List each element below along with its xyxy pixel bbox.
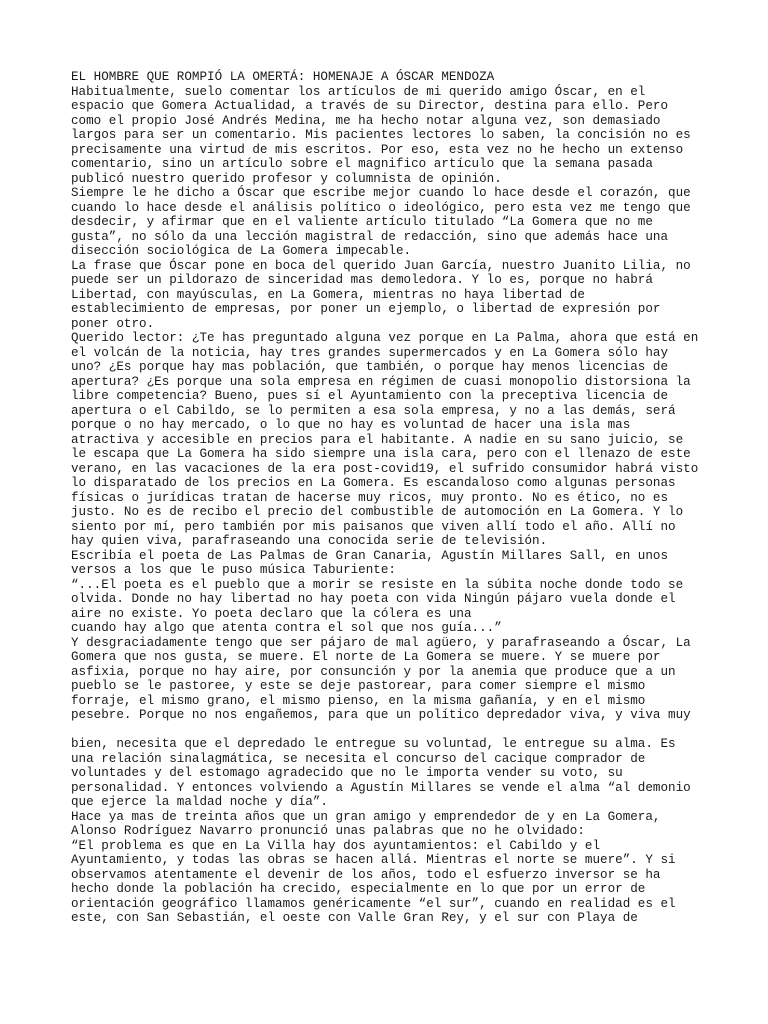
text-line: como el propio José Andrés Medina, me ha hecho notar alguna vez, son demasiado <box>71 113 661 128</box>
text-line: aire no existe. Yo poeta declaro que la cólera es una <box>71 606 472 621</box>
text-line: “El problema es que en La Villa hay dos ayuntamientos: el Cabildo y el <box>71 838 601 853</box>
text-line: atractiva y accesible en precios para el habitante. A nadie en su sano juicio, se <box>71 432 684 447</box>
text-line: Escribía el poeta de Las Palmas de Gran Canaria, Agustín Millares Sall, en unos <box>71 548 669 563</box>
text-line: le escapa que La Gomera ha sido siempre una isla cara, pero con el llenazo de este <box>71 447 691 461</box>
text-line: olvida. Donde no hay libertad no hay poeta con vida Ningún pájaro vuela donde el <box>71 592 676 606</box>
text-line: Alonso Rodríguez Navarro pronunció unas palabras que no he olvidado: <box>71 824 585 838</box>
text-line: este, con San Sebastián, el oeste con Valle Gran Rey, y el sur con Playa de <box>71 911 638 925</box>
text-line: Y desgraciadamente tengo que ser pájaro de mal agüero, y parafraseando a Óscar, La <box>71 635 691 650</box>
text-line: disección sociológica de La Gomera impecable. <box>71 244 412 258</box>
text-line: cuando hay algo que atenta contra el sol que nos guía...” <box>71 621 502 635</box>
text-line: forraje, el mismo grano, el mismo pienso, en la misma gañanía, y en el mismo <box>71 693 646 708</box>
text-line: Gomera que nos gusta, se muere. El norte de La Gomera se muere. Y se muere por <box>71 650 661 664</box>
text-line: pesebre. Porque no nos engañemos, para que un político depredador viva, y viva muy <box>71 708 691 722</box>
text-line: puede ser un pildorazo de sinceridad mas demoledora. Y lo es, porque no habrá <box>71 273 653 287</box>
document-body-part1 <box>71 70 711 723</box>
text-line: precisamente una virtud de mis escritos. Por eso, esta vez no he hecho un extenso <box>71 142 684 157</box>
text-line: verano, en las vacaciones de la era post-covid19, el sufrido consumidor habrá visto <box>71 461 699 476</box>
text-line: La frase que Óscar pone en boca del querido Juan García, nuestro Juanito Lilia, no <box>71 258 691 273</box>
text-line: apertura? ¿Es porque una sola empresa en régimen de cuasi monopolio distorsiona la <box>71 374 691 389</box>
text-line: físicas o jurídicas tratan de hacerse muy ricos, muy pronto. No es ético, no es <box>71 490 669 505</box>
text-line: uno? ¿Es porque hay mas población, que también, o porque hay menos licencias de <box>71 360 669 374</box>
text-line: Ayuntamiento, y todas las obras se hacen allá. Mientras el norte se muere”. Y si <box>71 853 676 867</box>
text-line: desdecir, y afirmar que en el valiente artículo titulado “La Gomera que no me <box>71 215 653 229</box>
text-line: hay quien viva, parafraseando una conocida serie de televisión. <box>71 534 548 548</box>
text-line: voluntades y del estomago agradecido que no le importa vender su voto, su <box>71 766 623 780</box>
text-line: largos para ser un comentario. Mis pacientes lectores lo saben, la concisión no es <box>71 128 691 142</box>
text-line: lo disparatado de los precios en La Gomera. Es escandaloso como algunas personas <box>71 476 676 490</box>
text-line: Habitualmente, suelo comentar los artículos de mi querido amigo Óscar, en el <box>71 84 646 99</box>
text-line: pueblo se le pastoree, y este se deje pastorear, para comer siempre el mismo <box>71 679 646 693</box>
text-line: poner otro. <box>71 316 155 331</box>
text-line: Querido lector: ¿Te has preguntado alguna vez porque en La Palma, ahora que está en <box>71 331 699 345</box>
text-line: Libertad, con mayúsculas, en La Gomera, mientras no haya libertad de <box>71 287 585 302</box>
text-line: siento por mí, pero también por mis paisanos que viven allí todo el año. Allí no <box>71 519 676 534</box>
text-line: versos a los que le puso música Taburiente: <box>71 563 396 577</box>
text-line: porque o no hay mercado, o lo que no hay es voluntad de hacer una isla mas <box>71 418 631 432</box>
text-line: Hace ya mas de treinta años que un gran amigo y emprendedor de y en La Gomera, <box>71 809 661 824</box>
text-line: cuando lo hace desde el análisis político o ideológico, pero esta vez me tengo que <box>71 200 691 215</box>
text-line: que ejerce la maldad noche y día”. <box>71 795 328 809</box>
text-line: libre competencia? Bueno, pues sí el Ayuntamiento con la preceptiva licencia de <box>71 389 669 403</box>
text-line: espacio que Gomera Actualidad, a través de su Director, destina para ello. Pero <box>71 99 669 113</box>
paragraph-gap <box>71 723 711 738</box>
text-line: apertura o el Cabildo, se lo permiten a esa sola empresa, y no a las demás, será <box>71 403 676 418</box>
text-line: una relación sinalagmática, se necesita el concurso del cacique comprador de <box>71 751 646 766</box>
document-title: EL HOMBRE QUE ROMPIÓ LA OMERTÁ: HOMENAJE A ÓSCAR MENDOZA <box>71 70 495 84</box>
text-line: publicó nuestro querido profesor y columnista de opinión. <box>71 171 502 186</box>
text-line: observamos atentamente el devenir de los años, todo el esfuerzo inversor se ha <box>71 867 661 882</box>
document-body-part2 <box>71 737 711 926</box>
text-line: comentario, sino un artículo sobre el magnifico artículo que la semana pasada <box>71 157 653 171</box>
text-line: establecimiento de empresas, por poner un ejemplo, o libertad de expresión por <box>71 302 661 316</box>
text-line: bien, necesita que el depredado le entregue su voluntad, le entregue su alma. Es <box>71 737 676 751</box>
text-line: hecho donde la población ha crecido, especialmente en lo que por un error de <box>71 882 646 896</box>
text-line: Siempre le he dicho a Óscar que escribe mejor cuando lo hace desde el corazón, que <box>71 186 691 200</box>
text-line: el volcán de la noticia, hay tres grandes supermercados y en La Gomera sólo hay <box>71 345 669 360</box>
text-line: “...El poeta es el pueblo que a morir se resiste en la súbita noche donde todo se <box>71 577 684 592</box>
text-line: orientación geográfico llamamos genéricamente “el sur”, cuando en realidad es el <box>71 896 676 911</box>
text-line: asfixia, porque no hay aire, por consunción y por la anemia que produce que a un <box>71 664 676 679</box>
text-line: gusta”, no sólo da una lección magistral de redacción, sino que además hace una <box>71 229 669 244</box>
text-line: justo. No es de recibo el precio del combustible de automoción en La Gomera. Y lo <box>71 505 684 519</box>
text-line: personalidad. Y entonces volviendo a Agustín Millares se vende el alma “al demonio <box>71 780 691 795</box>
document-page <box>71 70 711 926</box>
